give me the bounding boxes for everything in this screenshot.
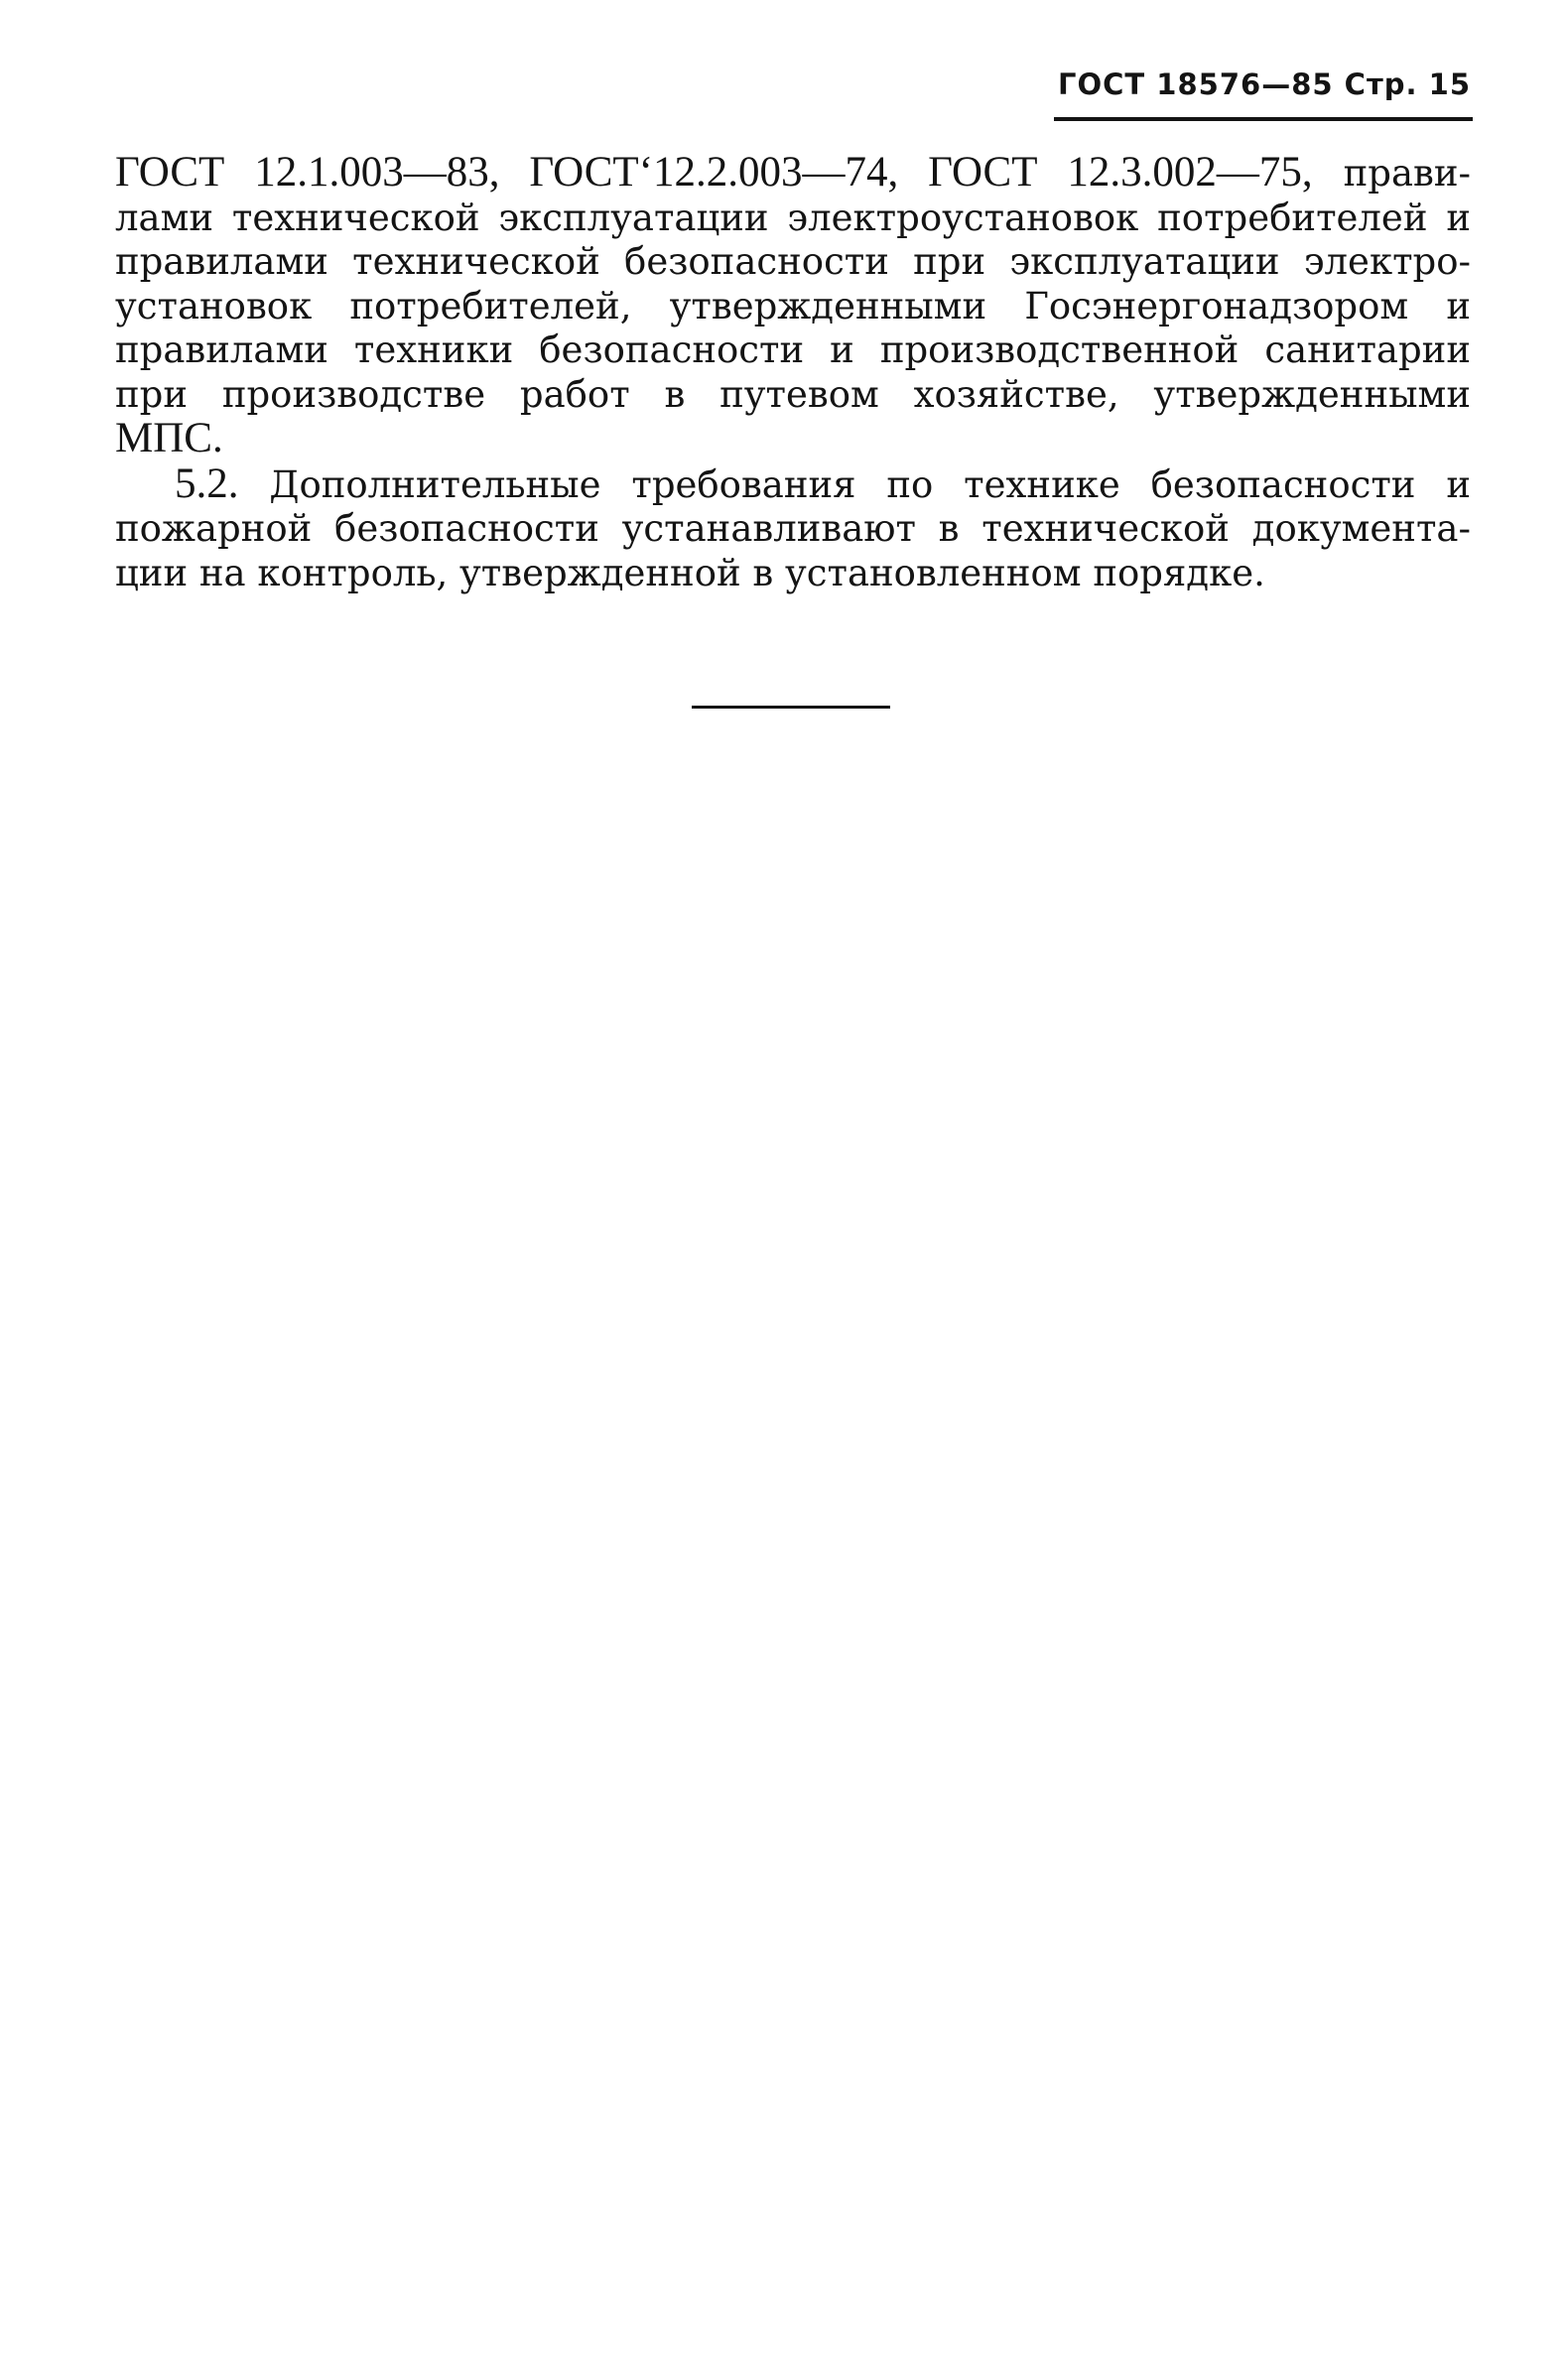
running-header bbox=[1054, 67, 1471, 101]
text-line: при производстве работ в путевом хозяйстве, утвержденными bbox=[115, 372, 1471, 416]
document-body bbox=[115, 151, 1471, 595]
text-line: установок потребителей, утвержденными Госэнергонадзором и bbox=[115, 284, 1471, 327]
text-line: 5.2. Дополнительные требования по технике безопасности и bbox=[175, 459, 1471, 507]
paragraph-standards-references bbox=[115, 151, 1471, 462]
page-number: Стр. 15 bbox=[1344, 67, 1471, 101]
text-line: правилами техники безопасности и производственной санитарии bbox=[115, 328, 1471, 371]
document-code: ГОСТ 18576—85 bbox=[1058, 67, 1334, 101]
text-line: пожарной безопасности устанавливают в технической документа- bbox=[115, 507, 1471, 550]
ministry-abbreviation: МПС. bbox=[115, 415, 223, 461]
header-rule bbox=[1054, 117, 1473, 121]
standards-list: ГОСТ 12.1.003—83, ГОСТ‘12.2.003—74, ГОСТ 12.3.002—75, bbox=[115, 149, 1313, 196]
section-end-rule bbox=[692, 706, 890, 709]
text-line: ГОСТ 12.1.003—83, ГОСТ‘12.2.003—74, ГОСТ 12.3.002—75, прави- bbox=[115, 149, 1471, 196]
text-line: правилами технической безопасности при эксплуатации электро- bbox=[115, 240, 1471, 283]
paragraph-5-2 bbox=[115, 459, 1471, 596]
text-line bbox=[115, 417, 1471, 462]
clause-number: 5.2. bbox=[175, 459, 239, 507]
text-line: лами технической эксплуатации электроустановок потребителей и bbox=[115, 196, 1471, 239]
text-line: ции на контроль, утвержденной в установленном порядке. bbox=[115, 551, 1265, 594]
